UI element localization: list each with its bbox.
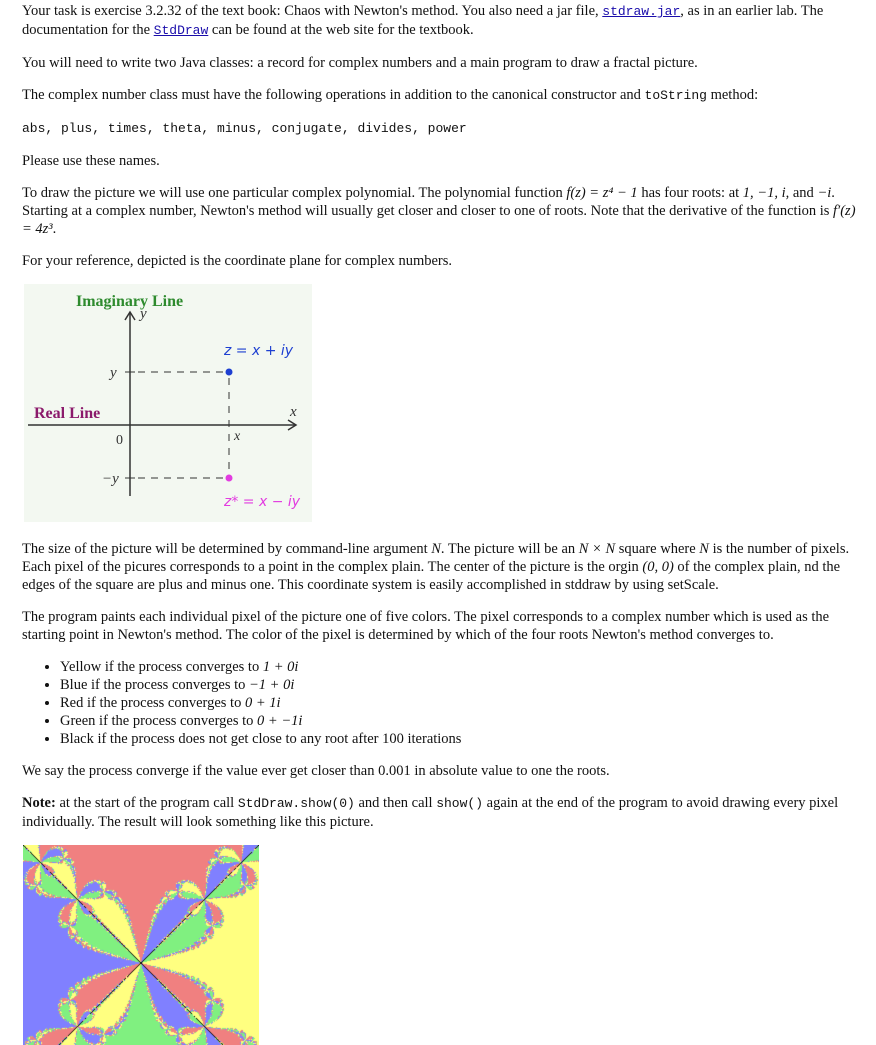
color-rule-text: Blue if the process converges to [60,677,249,693]
poly-text-2: has four roots: at [637,185,743,201]
size-nxn: N × N [578,541,616,557]
intro-paragraph [22,2,864,40]
note-paragraph [22,794,864,831]
ops-text-2: method: [706,87,759,103]
note-label: Note: [22,795,56,811]
x-axis-label: x [290,404,297,420]
classes-paragraph: You will need to write two Java classes: a record for complex numbers and a main program to draw a fractal picture. [22,55,698,71]
intro-text-3: can be found at the web site for the textbook. [208,22,474,38]
poly-text-1: To draw the picture we will use one particular complex polynomial. The polynomial function [22,185,567,201]
color-rule-math: −1 + 0i [249,677,295,693]
list-item [60,676,864,694]
intro-text-1: Your task is exercise 3.2.32 of the text book: Chaos with Newton's method. You also need a jar file, [22,3,603,19]
show-0-code: StdDraw.show(0) [237,796,355,811]
tick-neg-y-label: −y [102,471,119,487]
y-axis-label: y [140,306,147,322]
size-text-1: The size of the picture will be determined by command-line argument [22,541,432,557]
methods-list: abs, plus, times, theta, minus, conjugate, divides, power [22,121,467,136]
poly-text-5: . [52,221,57,237]
origin-label: 0 [116,433,123,448]
names-paragraph: Please use these names. [22,153,160,169]
note-text-1: at the start of the program call [55,795,238,811]
ops-text-1: The complex number class must have the following operations in addition to the canonical constructor and [22,87,645,103]
paint-paragraph: The program paints each individual pixel of the picture one of five colors. The pixel corresponds to a complex number which is used as the starting point in Newton's method. The color of the pixel is determined by which of the four roots Newton's method converges to. [22,609,830,643]
roots-list: 1, −1, i, [742,185,790,201]
size-text-5: of the complex plain, nd the edges of the square are plus and minus one. This coordinate system is easily accomplished in stddraw by using setScale. [22,559,841,593]
complex-plane-diagram [24,284,312,522]
root-neg-i: −i [817,185,832,201]
reference-paragraph: For your reference, depicted is the coordinate plane for complex numbers. [22,253,453,269]
color-rules-list [22,658,864,748]
imaginary-line-label: Imaginary Line [76,293,184,310]
size-n-2: N [699,541,709,557]
document-body [22,2,864,1045]
tostring-code: toString [644,88,707,103]
size-origin: (0, 0) [642,559,674,575]
tick-y-label: y [110,365,117,381]
methods-paragraph [22,119,864,138]
real-line-label: Real Line [34,405,101,422]
size-text-4: is the number of pixels. Each pixel of the picures corresponds to a point in the complex plain. The center of the picture is the orgin [22,541,850,575]
size-text-3: square where [615,541,700,557]
color-rule-text: Black if the process does not get close to any root after 100 iterations [60,731,462,747]
conjugate-formula-label: z* = x − iy [224,494,301,510]
color-rule-math: 0 + 1i [244,695,281,711]
size-text-2: . The picture will be an [440,541,579,557]
note-text-2: and then call [354,795,437,811]
derivative-formula: f′(z) = 4z³ [22,203,856,237]
list-item [60,730,864,748]
stdraw-jar-link[interactable]: stdraw.jar [602,4,681,19]
fractal-canvas [23,845,259,1045]
color-rule-text: Yellow if the process converges to [60,659,263,675]
poly-text-4: . Starting at a complex number, Newton's method will usually get closer and closer to one of roots. Note that the derivative of the function is [22,185,835,219]
size-paragraph [22,540,864,594]
color-rule-text: Red if the process converges to [60,695,245,711]
list-item [60,712,864,730]
conjugate-point [226,475,233,482]
poly-text-3: and [789,185,818,201]
converge-paragraph: We say the process converge if the value ever get closer than 0.001 in absolute value to one the roots. [22,763,610,779]
intro-text-2: , as in an earlier lab. The documentation for the [22,3,824,38]
polynomial-formula: f(z) = z⁴ − 1 [566,185,638,201]
color-rule-math: 1 + 0i [262,659,299,675]
show-code: show() [436,796,484,811]
stddraw-doc-link[interactable]: StdDraw [153,23,209,38]
list-item [60,694,864,712]
list-item [60,658,864,676]
newton-fractal-image [23,845,259,1045]
z-point [226,369,233,376]
color-rule-math: 0 + −1i [257,713,303,729]
operations-paragraph [22,86,864,105]
polynomial-paragraph [22,184,864,238]
note-text-3: again at the end of the program to avoid drawing every pixel individually. The result will look something like this picture. [22,795,839,830]
color-rule-text: Green if the process converges to [60,713,258,729]
x-tick-label: x [234,429,241,444]
size-n: N [431,541,441,557]
z-formula-label: z = x + iy [224,343,294,359]
